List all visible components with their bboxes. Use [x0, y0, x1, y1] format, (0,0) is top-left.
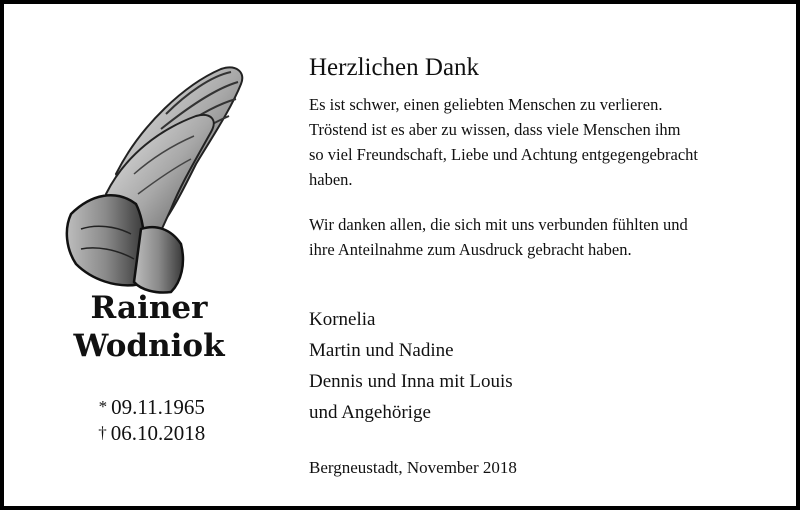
headline: Herzlichen Dank — [309, 54, 480, 81]
birth-symbol: * — [98, 397, 108, 416]
paragraph-2 — [309, 212, 779, 262]
right-column — [309, 52, 779, 480]
paragraph-1-line: Tröstend ist es aber zu wissen, dass viele Menschen ihm — [309, 120, 681, 139]
family-line: Kornelia — [309, 309, 376, 330]
birth-row — [34, 394, 264, 420]
death-row — [34, 420, 264, 446]
paragraph-1 — [309, 92, 779, 192]
family-signature — [309, 304, 779, 428]
paragraph-2-line: ihre Anteilnahme zum Ausdruck gebracht haben. — [309, 240, 632, 259]
death-date: 06.10.2018 — [110, 421, 206, 445]
paragraph-1-line: Es ist schwer, einen geliebten Menschen zu verlieren. — [309, 95, 663, 114]
deceased-first-name: Rainer — [90, 290, 208, 326]
paragraph-1-line: haben. — [309, 170, 353, 189]
paragraph-2-line: Wir danken allen, die sich mit uns verbunden fühlten und — [309, 215, 688, 234]
death-symbol: † — [98, 423, 107, 442]
paragraph-1-line: so viel Freundschaft, Liebe und Achtung entgegengebracht — [309, 145, 699, 164]
place-date: Bergneustadt, November 2018 — [309, 458, 517, 477]
deceased-last-name: Wodniok — [73, 328, 225, 364]
deceased-name — [34, 289, 264, 365]
left-column — [34, 44, 264, 464]
family-line: Dennis und Inna mit Louis — [309, 371, 513, 392]
life-dates — [34, 394, 264, 446]
praying-hands-icon — [46, 54, 256, 294]
family-line: Martin und Nadine — [309, 340, 454, 361]
family-line: und Angehörige — [309, 402, 431, 423]
birth-date: 09.11.1965 — [111, 395, 205, 419]
